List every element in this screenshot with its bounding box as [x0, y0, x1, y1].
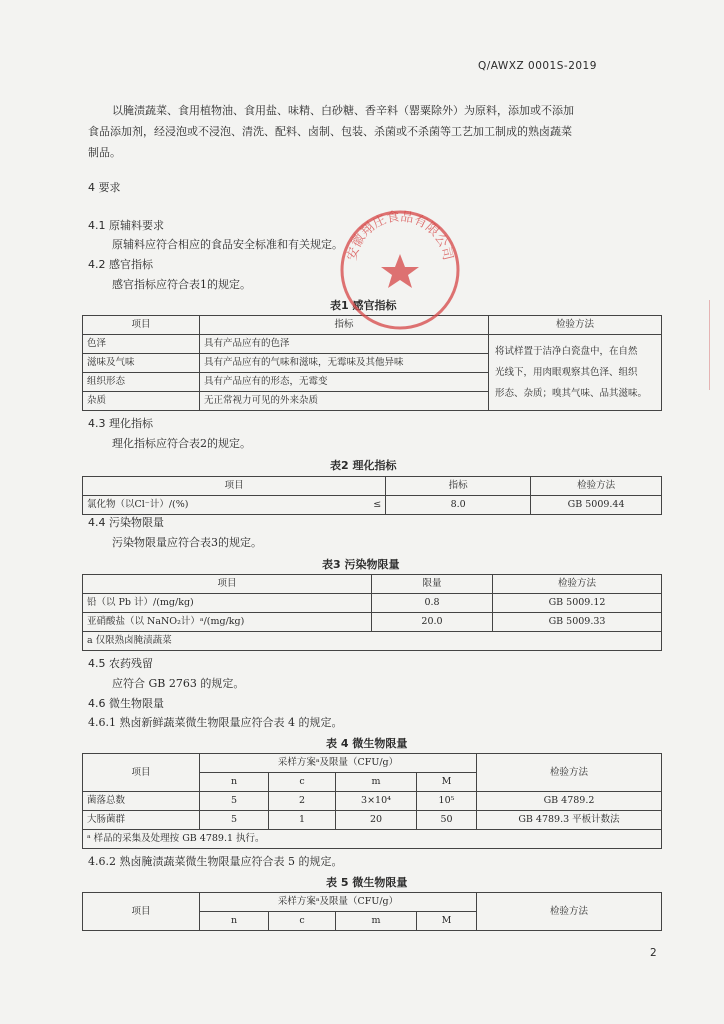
- table3-row-method: GB 5009.12: [493, 594, 662, 613]
- table3-contaminants: [82, 574, 662, 651]
- page-number: 2: [650, 947, 658, 959]
- table4-row-n: 5: [200, 792, 269, 811]
- page-edge-mark: [709, 300, 724, 390]
- intro-line-2: 食品添加剂，经浸泡或不浸泡、清洗、配料、卤制、包装、杀菌或不杀菌等工艺加工制成的熟卤蔬菜: [88, 125, 572, 138]
- table4-sub-n: n: [200, 773, 269, 792]
- table2-physchem: [82, 476, 662, 515]
- table1-row-index: 具有产品应有的气味和滋味，无霉味及其他异味: [200, 354, 489, 373]
- table2-symbol: ≤: [341, 496, 386, 515]
- table4-row-method: GB 4789.2: [477, 792, 662, 811]
- section-4-2-title: 4.2 感官指标: [88, 258, 153, 271]
- section-4-1-body: 原辅料应符合相应的食品安全标准和有关规定。: [112, 238, 343, 251]
- table4-header-method: 检验方法: [477, 754, 662, 792]
- table5-header-item: 项目: [83, 893, 200, 931]
- table2-item: 氯化物（以Cl⁻计）/(%): [83, 496, 342, 515]
- table3-header-item: 项目: [83, 575, 372, 594]
- table1-method-line-1: 将试样置于洁净白瓷盘中，在自然: [495, 346, 638, 357]
- table5-caption: 表 5 微生物限量: [326, 876, 408, 889]
- table4-row-m: 20: [336, 811, 417, 830]
- table1-row-index: 无正常视力可见的外来杂质: [200, 392, 489, 411]
- section-4-title: 4 要求: [88, 181, 121, 194]
- table3-caption: 表3 污染物限量: [322, 558, 400, 571]
- table2-header-item: 项目: [83, 477, 386, 496]
- table2-value: 8.0: [386, 496, 531, 515]
- table1-header-method: 检验方法: [489, 316, 662, 335]
- table1-header-item: 项目: [83, 316, 200, 335]
- seal-text: 安徽翔庄食品有限公司: [344, 209, 456, 262]
- intro-line-1: 以腌渍蔬菜、食用植物油、食用盐、味精、白砂糖、香辛料（罂粟除外）为原料，添加或不添加: [112, 104, 574, 117]
- section-4-5-title: 4.5 农药残留: [88, 657, 153, 670]
- table3-header-limit: 限量: [372, 575, 493, 594]
- table1-row-index: 具有产品应有的形态，无霉变: [200, 373, 489, 392]
- table2-header-index: 指标: [386, 477, 531, 496]
- table1-row-item: 组织形态: [83, 373, 200, 392]
- table3-row-method: GB 5009.33: [493, 613, 662, 632]
- table3-row-item: 亚硝酸盐（以 NaNO₂计）ᵃ/(mg/kg): [83, 613, 372, 632]
- table4-row-c: 1: [269, 811, 336, 830]
- table3-row-limit: 20.0: [372, 613, 493, 632]
- table5-header-plan: 采样方案ᵃ及限量（CFU/g）: [200, 893, 477, 912]
- table1-row-index: 具有产品应有的色泽: [200, 335, 489, 354]
- table5-header-method: 检验方法: [477, 893, 662, 931]
- section-4-4-title: 4.4 污染物限量: [88, 516, 164, 529]
- section-4-3-title: 4.3 理化指标: [88, 417, 153, 430]
- standard-code: Q/AWXZ 0001S-2019: [478, 60, 597, 72]
- table1-method-line-3: 形态、杂质；嗅其气味、品其滋味。: [495, 388, 648, 399]
- table4-sub-c: c: [269, 773, 336, 792]
- table1-header-index: 指标: [200, 316, 489, 335]
- table4-row-M: 50: [417, 811, 477, 830]
- table1-row-item: 色泽: [83, 335, 200, 354]
- table4-row-item: 菌落总数: [83, 792, 200, 811]
- table4-row-m: 3×10⁴: [336, 792, 417, 811]
- section-4-4-body: 污染物限量应符合表3的规定。: [112, 536, 262, 549]
- table4-header-plan: 采样方案ᵃ及限量（CFU/g）: [200, 754, 477, 773]
- table4-row-c: 2: [269, 792, 336, 811]
- table5-sub-m: m: [336, 912, 417, 931]
- section-4-6-2: 4.6.2 熟卤腌渍蔬菜微生物限量应符合表 5 的规定。: [88, 855, 343, 868]
- table4-microbial: [82, 753, 662, 849]
- section-4-2-body: 感官指标应符合表1的规定。: [112, 278, 251, 291]
- section-4-1-title: 4.1 原辅料要求: [88, 219, 164, 232]
- table4-caption: 表 4 微生物限量: [326, 737, 408, 750]
- section-4-6-1: 4.6.1 熟卤新鲜蔬菜微生物限量应符合表 4 的规定。: [88, 716, 343, 729]
- table2-caption: 表2 理化指标: [330, 459, 397, 472]
- table1-method-cell: [489, 335, 662, 411]
- intro-line-3: 制品。: [88, 146, 121, 159]
- table2-method: GB 5009.44: [531, 496, 662, 515]
- section-4-5-body: 应符合 GB 2763 的规定。: [112, 677, 245, 690]
- table5-sub-n: n: [200, 912, 269, 931]
- table4-row-n: 5: [200, 811, 269, 830]
- table4-row-item: 大肠菌群: [83, 811, 200, 830]
- seal-star: [381, 254, 419, 288]
- table5-sub-M: M: [417, 912, 477, 931]
- section-4-6-title: 4.6 微生物限量: [88, 697, 164, 710]
- table3-row-item: 铅（以 Pb 计）/(mg/kg): [83, 594, 372, 613]
- table5-sub-c: c: [269, 912, 336, 931]
- table4-header-item: 项目: [83, 754, 200, 792]
- section-4-3-body: 理化指标应符合表2的规定。: [112, 437, 251, 450]
- table4-row-method: GB 4789.3 平板计数法: [477, 811, 662, 830]
- table4-sub-M: M: [417, 773, 477, 792]
- table4-footnote: ᵃ 样品的采集及处理按 GB 4789.1 执行。: [83, 830, 662, 849]
- table4-row-M: 10⁵: [417, 792, 477, 811]
- table1-caption: 表1 感官指标: [330, 299, 397, 312]
- table5-microbial: [82, 892, 662, 931]
- company-seal: [338, 208, 462, 332]
- table4-sub-m: m: [336, 773, 417, 792]
- table2-header-method: 检验方法: [531, 477, 662, 496]
- table3-footnote: a 仅限熟卤腌渍蔬菜: [83, 632, 662, 651]
- table1-method-line-2: 光线下，用肉眼观察其色泽、组织: [495, 367, 638, 378]
- table1-row-item: 杂质: [83, 392, 200, 411]
- table1-row-item: 滋味及气味: [83, 354, 200, 373]
- table3-row-limit: 0.8: [372, 594, 493, 613]
- table3-header-method: 检验方法: [493, 575, 662, 594]
